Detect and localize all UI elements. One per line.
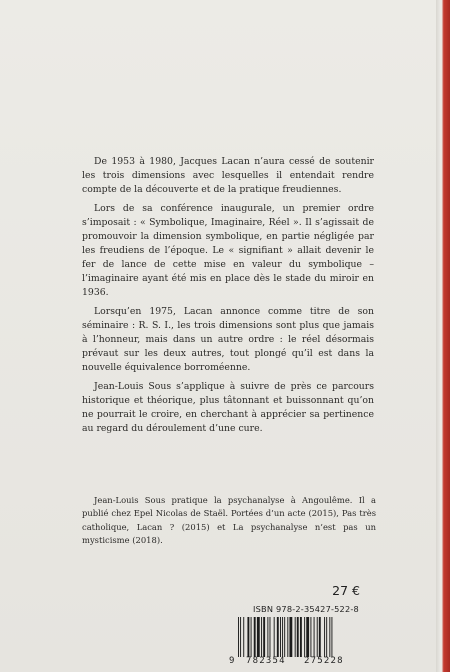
price-label: 27 € (332, 583, 360, 598)
blurb-paragraph-3: Lorsqu’en 1975, Lacan annonce comme titre de son séminaire : R. S. I., les trois dimensions sont plus que jamais à l’honneur, mais dans un autre ordre : le réel désormais prévaut sur les deux autres, tout plongé qu’il est dans la nouvelle équivalence borroméenne. (82, 306, 374, 373)
blurb-paragraph-2: Lors de sa conférence inaugurale, un premier ordre s’imposait : « Symbolique, Imaginaire, Réel ». Il s’agissait de promouvoir la dimension symbolique, en partie négligée par les freudiens de l’époque. Le « signifiant » allait devenir le fer de lance de cette mise en valeur du symbolique – l’imaginaire ayant été mis en place dès le stade du miroir en 1936. (82, 203, 374, 298)
barcode-icon (238, 617, 366, 657)
barcode-lead-digit: 9 (229, 656, 235, 666)
blurb-paragraph-4: Jean-Louis Sous s’applique à suivre de près ce parcours historique et théorique, plus tâtonnant et buissonnant qu’on ne pourrait le croire, en cherchant à apprécier sa pertinence au regard du déroulement d’une cure. (82, 381, 374, 434)
barcode-group-1: 782354 (246, 656, 286, 666)
blurb (82, 155, 374, 441)
spine-edge (436, 0, 450, 672)
isbn-label: ISBN 978-2-35427-522-8 (253, 604, 359, 614)
barcode-block (226, 604, 378, 670)
author-bio-text: Jean-Louis Sous pratique la psychanalyse à Angoulême. Il a publié chez Epel Nicolas de Staël. Portées d’un acte (2015), Pas très catholique, Lacan ? (2015) et La psychanalyse n’est pas un mysticisme (2018). (82, 495, 376, 545)
author-bio (82, 494, 376, 547)
blurb-paragraph-1: De 1953 à 1980, Jacques Lacan n’aura cessé de soutenir les trois dimensions avec lesquelles il entendait rendre compte de la découverte et de la pratique freudiennes. (82, 156, 374, 195)
barcode-group-2: 275228 (304, 656, 344, 666)
